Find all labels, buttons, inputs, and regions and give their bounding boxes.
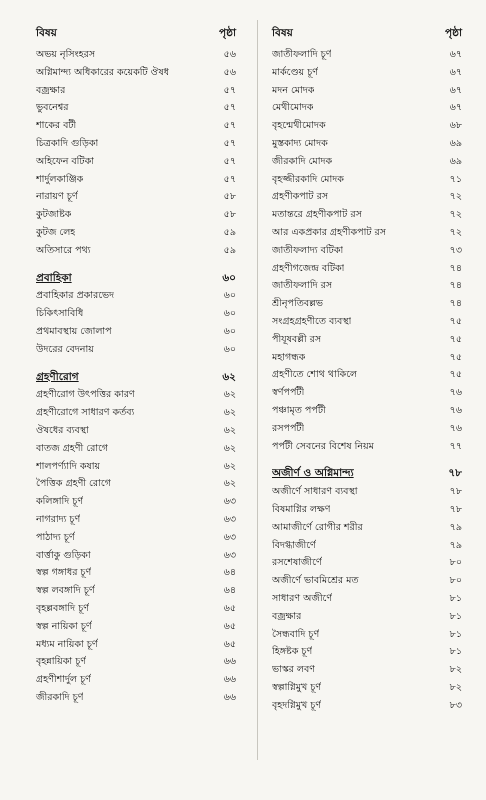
entry-title: স্বর্ণপর্পটী <box>272 387 305 399</box>
entry-title: অজীর্ণ ও অগ্নিমান্দ্য <box>272 467 354 480</box>
index-entry <box>36 386 236 404</box>
entry-title: ভাস্কর লবণ <box>272 664 316 676</box>
entry-page-number: ৬২ <box>223 478 236 490</box>
page-heading: পৃষ্ঠা <box>218 27 236 39</box>
entry-page-number: ৬৪ <box>223 585 236 597</box>
entry-page-number: ৭৪ <box>449 298 462 310</box>
index-entry <box>36 46 236 64</box>
index-entry <box>272 554 462 572</box>
entry-page-number: ৬০ <box>223 308 236 320</box>
entry-title: জীরকাদি মোদক <box>272 155 333 167</box>
index-entry <box>36 135 236 153</box>
entry-page-number: ৫৬ <box>223 49 236 60</box>
index-entry <box>36 206 236 224</box>
entry-page-number: ৬৩ <box>223 549 236 561</box>
index-entry <box>272 331 462 349</box>
index-entry <box>36 305 236 323</box>
entry-title: জাতীফলাদ্য বটিকা <box>272 244 344 256</box>
entry-page-number: ৬৩ <box>223 531 236 543</box>
entry-title: রসপর্পটী <box>272 422 305 434</box>
entry-title: শ্রীনৃপতিবল্লভ <box>272 298 323 310</box>
entry-title: ঔষধের ব্যবস্থা <box>36 424 89 436</box>
entry-page-number: ৫৮ <box>223 191 236 203</box>
index-entry <box>272 277 462 295</box>
entry-title: মদন মোদক <box>272 84 315 96</box>
entry-page-number: ৬০ <box>223 290 236 302</box>
entry-page-number: ৭৬ <box>449 404 462 416</box>
entry-title: সংগ্রহগ্রহণীতে ব্যবস্থা <box>272 315 352 327</box>
entry-page-number: ৬৭ <box>449 84 462 96</box>
entry-title: স্বল্প নায়িকা চূর্ণ <box>36 620 92 632</box>
index-entry <box>272 242 462 260</box>
entry-title: গ্রহণীরোগ <box>36 370 79 383</box>
entry-title: প্রবাহিকা <box>36 271 72 284</box>
entry-title: পাঠাদ্য চূর্ণ <box>36 531 75 543</box>
entry-title: কুটজাষ্টক <box>36 209 72 221</box>
entry-page-number: ৭৭ <box>449 440 462 452</box>
section-spacer <box>36 359 236 369</box>
index-entry <box>272 537 462 555</box>
index-entry <box>36 440 236 458</box>
index-entry <box>272 135 462 153</box>
entry-page-number: ৭৪ <box>449 280 462 292</box>
entry-title: বৃহন্নায়িকা চূর্ণ <box>36 656 87 668</box>
entry-page-number: ৫৯ <box>223 244 236 256</box>
index-entry <box>36 475 236 493</box>
entry-title: ভুবনেশ্বর <box>36 102 69 114</box>
entry-title: স্বল্প লবঙ্গাদি চূর্ণ <box>36 585 95 597</box>
subject-heading: বিষয় <box>272 27 293 39</box>
entry-title: গ্রহণীতে শোথ থাকিলে <box>272 369 358 381</box>
entry-title: প্রবাহিকার প্রকারভেদ <box>36 290 115 302</box>
entry-page-number: ৬২ <box>223 460 236 472</box>
index-entry <box>272 224 462 242</box>
entry-title: অজীর্ণে ভাবমিশ্রের মত <box>272 575 359 587</box>
entry-title: কলিঙ্গাদি চূর্ণ <box>36 496 84 508</box>
index-entry <box>272 402 462 420</box>
entry-title: পীযূষবল্লী রস <box>272 333 322 345</box>
entry-title: বিদগ্ধাজীর্ণে <box>272 539 316 551</box>
entry-page-number: ৮১ <box>449 610 462 622</box>
index-entry <box>36 529 236 547</box>
entry-page-number: ৭২ <box>449 209 462 221</box>
index-entry <box>36 564 236 582</box>
index-entry <box>36 689 236 707</box>
index-entry <box>36 600 236 618</box>
left-header <box>36 20 236 46</box>
entry-page-number: ৭৫ <box>449 315 462 327</box>
entry-title: বৃহজ্জীরকাদি মোদক <box>272 173 344 185</box>
entry-page-number: ৭৩ <box>449 244 462 256</box>
entry-title: কুটজ লেহ <box>36 226 76 238</box>
index-entry <box>272 260 462 278</box>
entry-title: মেথীমোদক <box>272 102 314 114</box>
index-entry <box>272 206 462 224</box>
index-entry <box>272 420 462 438</box>
index-entry <box>272 349 462 367</box>
entry-page-number: ৬৪ <box>223 567 236 579</box>
entry-title: চিকিৎসাবিধি <box>36 308 84 320</box>
entry-title: বজ্রক্ষার <box>272 610 302 622</box>
entry-page-number: ৬৭ <box>449 49 462 60</box>
section-spacer <box>272 455 462 465</box>
index-entry <box>36 64 236 82</box>
entry-title: পঞ্চামৃত পর্পটী <box>272 404 326 416</box>
index-entry <box>36 188 236 206</box>
entry-page-number: ৫৭ <box>223 120 236 132</box>
entry-title: জাতীফলাদি চূর্ণ <box>272 49 332 60</box>
entry-title: স্বল্পাগ্নিমুখ চূর্ণ <box>272 681 322 693</box>
entry-page-number: ৭৬ <box>449 422 462 434</box>
section-heading <box>272 465 462 483</box>
entry-title: সৈন্ধবাদি চূর্ণ <box>272 628 320 640</box>
entry-page-number: ৭৯ <box>449 539 462 551</box>
entry-page-number: ৬২ <box>223 407 236 419</box>
index-entry <box>36 153 236 171</box>
entry-page-number: ৬৫ <box>223 620 236 632</box>
index-entry <box>272 384 462 402</box>
entry-title: মুস্তকাদ্য মোদক <box>272 137 328 149</box>
entry-page-number: ৭৬ <box>449 387 462 399</box>
entry-title: অহিফেন বটিকা <box>36 155 94 167</box>
index-entry <box>36 458 236 476</box>
index-entry <box>36 618 236 636</box>
entry-page-number: ৭৫ <box>449 369 462 381</box>
entry-title: নারায়ণ চূর্ণ <box>36 191 78 203</box>
entry-title: চিত্রকাদি গুড়িকা <box>36 137 99 149</box>
entry-page-number: ৮১ <box>449 646 462 658</box>
entry-page-number: ৬৬ <box>223 691 236 703</box>
index-entry <box>36 224 236 242</box>
index-entry <box>272 697 462 715</box>
entry-page-number: ৫৭ <box>223 84 236 96</box>
entry-title: অজীর্ণে সাধারণ ব্যবস্থা <box>272 486 358 498</box>
index-entry <box>272 572 462 590</box>
index-entry <box>272 188 462 206</box>
entry-page-number: ৮০ <box>449 557 462 569</box>
left-entry-list <box>36 46 236 707</box>
entry-title: বজ্রক্ষার <box>36 84 66 96</box>
index-entry <box>36 547 236 565</box>
entry-page-number: ৬৮ <box>449 120 462 132</box>
entry-title: শার্দুলকাঞ্জিক <box>36 173 84 185</box>
right-header <box>272 20 462 46</box>
entry-title: আর একপ্রকার গ্রহণীকপাট রস <box>272 226 387 238</box>
index-entry <box>272 295 462 313</box>
index-entry <box>272 117 462 135</box>
entry-page-number: ৮২ <box>449 664 462 676</box>
entry-page-number: ৫৯ <box>223 226 236 238</box>
entry-page-number: ৭৮ <box>449 486 462 498</box>
entry-title: মহাগন্ধক <box>272 351 306 363</box>
entry-title: আমাজীর্ণে রোগীর শরীর <box>272 521 363 533</box>
entry-title: গ্রহণীশার্দুল চূর্ণ <box>36 674 91 686</box>
entry-title: গ্রহণীগজেন্দ্র বটিকা <box>272 262 345 274</box>
entry-page-number: ৭৮ <box>449 503 462 515</box>
entry-title: উদরের বেদনায় <box>36 343 94 355</box>
entry-page-number: ৫৭ <box>223 137 236 149</box>
entry-page-number: ৬৬ <box>223 674 236 686</box>
index-entry <box>272 501 462 519</box>
entry-page-number: ৫৭ <box>223 102 236 114</box>
index-entry <box>36 323 236 341</box>
index-entry <box>36 287 236 305</box>
entry-page-number: ৬২ <box>223 442 236 454</box>
index-entry <box>36 493 236 511</box>
subject-heading: বিষয় <box>36 27 57 39</box>
entry-page-number: ৬০ <box>223 343 236 355</box>
entry-title: মধ্যম নায়িকা চূর্ণ <box>36 638 98 650</box>
index-entry <box>36 341 236 359</box>
entry-page-number: ৬৭ <box>449 102 462 114</box>
entry-title: পর্পটী সেবনের বিশেষ নিয়ম <box>272 440 374 452</box>
entry-title: স্বল্প গঙ্গাধর চূর্ণ <box>36 567 92 579</box>
entry-page-number: ৬৬ <box>223 656 236 668</box>
entry-page-number: ৭৯ <box>449 521 462 533</box>
index-entry <box>272 626 462 644</box>
index-entry <box>272 46 462 64</box>
page-heading: পৃষ্ঠা <box>444 27 462 39</box>
index-entry <box>272 64 462 82</box>
entry-page-number: ৬২ <box>222 370 236 383</box>
entry-page-number: ৬৯ <box>449 137 462 149</box>
column-divider <box>257 20 258 760</box>
entry-title: গ্রহণীকপাট রস <box>272 191 329 203</box>
index-entry <box>272 82 462 100</box>
entry-title: মার্কণ্ডেয় চূর্ণ <box>272 66 319 78</box>
entry-title: বিষমাগ্নির লক্ষণ <box>272 503 331 515</box>
entry-page-number: ৫৭ <box>223 155 236 167</box>
index-entry <box>272 153 462 171</box>
entry-title: বৃহল্লবঙ্গাদি চূর্ণ <box>36 602 89 614</box>
entry-title: অভয় নৃসিংহরস <box>36 49 96 60</box>
entry-title: বাতজ গ্রহণী রোগে <box>36 442 109 454</box>
index-entry <box>36 82 236 100</box>
entry-title: বার্ত্তাকু গুড়িকা <box>36 549 91 561</box>
index-entry <box>272 99 462 117</box>
index-entry <box>36 422 236 440</box>
index-entry <box>272 590 462 608</box>
entry-title: শাকের বটী <box>36 120 77 132</box>
entry-page-number: ৮১ <box>449 628 462 640</box>
index-entry <box>36 99 236 117</box>
entry-title: রসশেষাজীর্ণে <box>272 557 322 569</box>
entry-title: শালপর্ণ্যাদি কষায় <box>36 460 101 472</box>
entry-title: গ্রহণীরোগ উৎপত্তির কারণ <box>36 389 135 401</box>
entry-title: অতিসারে পথ্য <box>36 244 91 256</box>
index-entry <box>36 404 236 422</box>
entry-page-number: ৫৭ <box>223 173 236 185</box>
entry-page-number: ৬০ <box>223 325 236 337</box>
entry-title: অগ্নিমান্দ্য অধিকারের কয়েকটি ঔষধ <box>36 66 170 78</box>
index-entry <box>272 679 462 697</box>
entry-title: জাতীফলাদি রস <box>272 280 333 292</box>
entry-page-number: ৬৫ <box>223 638 236 650</box>
index-entry <box>272 608 462 626</box>
entry-title: প্রথমাবস্থায় জোলাপ <box>36 325 112 337</box>
index-entry <box>36 653 236 671</box>
index-entry <box>272 661 462 679</box>
index-entry <box>272 171 462 189</box>
entry-page-number: ৮০ <box>449 575 462 587</box>
entry-title: মতান্তরে গ্রহণীকপাট রস <box>272 209 362 221</box>
index-entry <box>272 313 462 331</box>
entry-page-number: ৫৮ <box>223 209 236 221</box>
entry-page-number: ৭৮ <box>448 467 462 480</box>
entry-page-number: ৮১ <box>449 592 462 604</box>
index-entry <box>272 643 462 661</box>
right-column <box>272 20 462 714</box>
entry-page-number: ৬২ <box>223 389 236 401</box>
entry-page-number: ৭২ <box>449 226 462 238</box>
entry-page-number: ৬৭ <box>449 66 462 78</box>
entry-page-number: ৭২ <box>449 191 462 203</box>
entry-page-number: ৫৬ <box>223 66 236 78</box>
right-entry-list <box>272 46 462 714</box>
entry-page-number: ৭৫ <box>449 351 462 363</box>
index-entry <box>272 519 462 537</box>
index-entry <box>36 671 236 689</box>
index-entry <box>272 483 462 501</box>
entry-page-number: ৬০ <box>222 271 236 284</box>
index-entry <box>36 636 236 654</box>
section-heading <box>36 270 236 288</box>
section-spacer <box>36 260 236 270</box>
entry-page-number: ৬২ <box>223 424 236 436</box>
entry-page-number: ৬৫ <box>223 602 236 614</box>
entry-title: হিঙ্গষ্টক চূর্ণ <box>272 646 313 658</box>
entry-page-number: ৭৪ <box>449 262 462 274</box>
entry-page-number: ৮২ <box>449 681 462 693</box>
index-entry <box>36 171 236 189</box>
entry-page-number: ৮৩ <box>449 699 462 711</box>
entry-title: জীরকাদি চূর্ণ <box>36 691 84 703</box>
section-heading <box>36 369 236 387</box>
index-entry <box>272 438 462 456</box>
left-column <box>36 20 236 707</box>
entry-page-number: ৭৫ <box>449 333 462 345</box>
entry-title: বৃহদগ্নিমুখ চূর্ণ <box>272 699 322 711</box>
entry-page-number: ৬৯ <box>449 155 462 167</box>
entry-page-number: ৬৩ <box>223 513 236 525</box>
entry-title: পৈত্তিক গ্রহণী রোগে <box>36 478 111 490</box>
index-entry <box>36 511 236 529</box>
entry-page-number: ৭১ <box>449 173 462 185</box>
entry-page-number: ৬৩ <box>223 496 236 508</box>
index-entry <box>36 242 236 260</box>
entry-title: গ্রহণীরোগে সাধারণ কর্তব্য <box>36 407 135 419</box>
index-entry <box>272 366 462 384</box>
index-entry <box>36 582 236 600</box>
index-entry <box>36 117 236 135</box>
entry-title: বৃহন্মেথীমোদক <box>272 120 326 132</box>
entry-title: নাগরাদ্য চূর্ণ <box>36 513 81 525</box>
entry-title: সাধারণ অজীর্ণে <box>272 592 333 604</box>
